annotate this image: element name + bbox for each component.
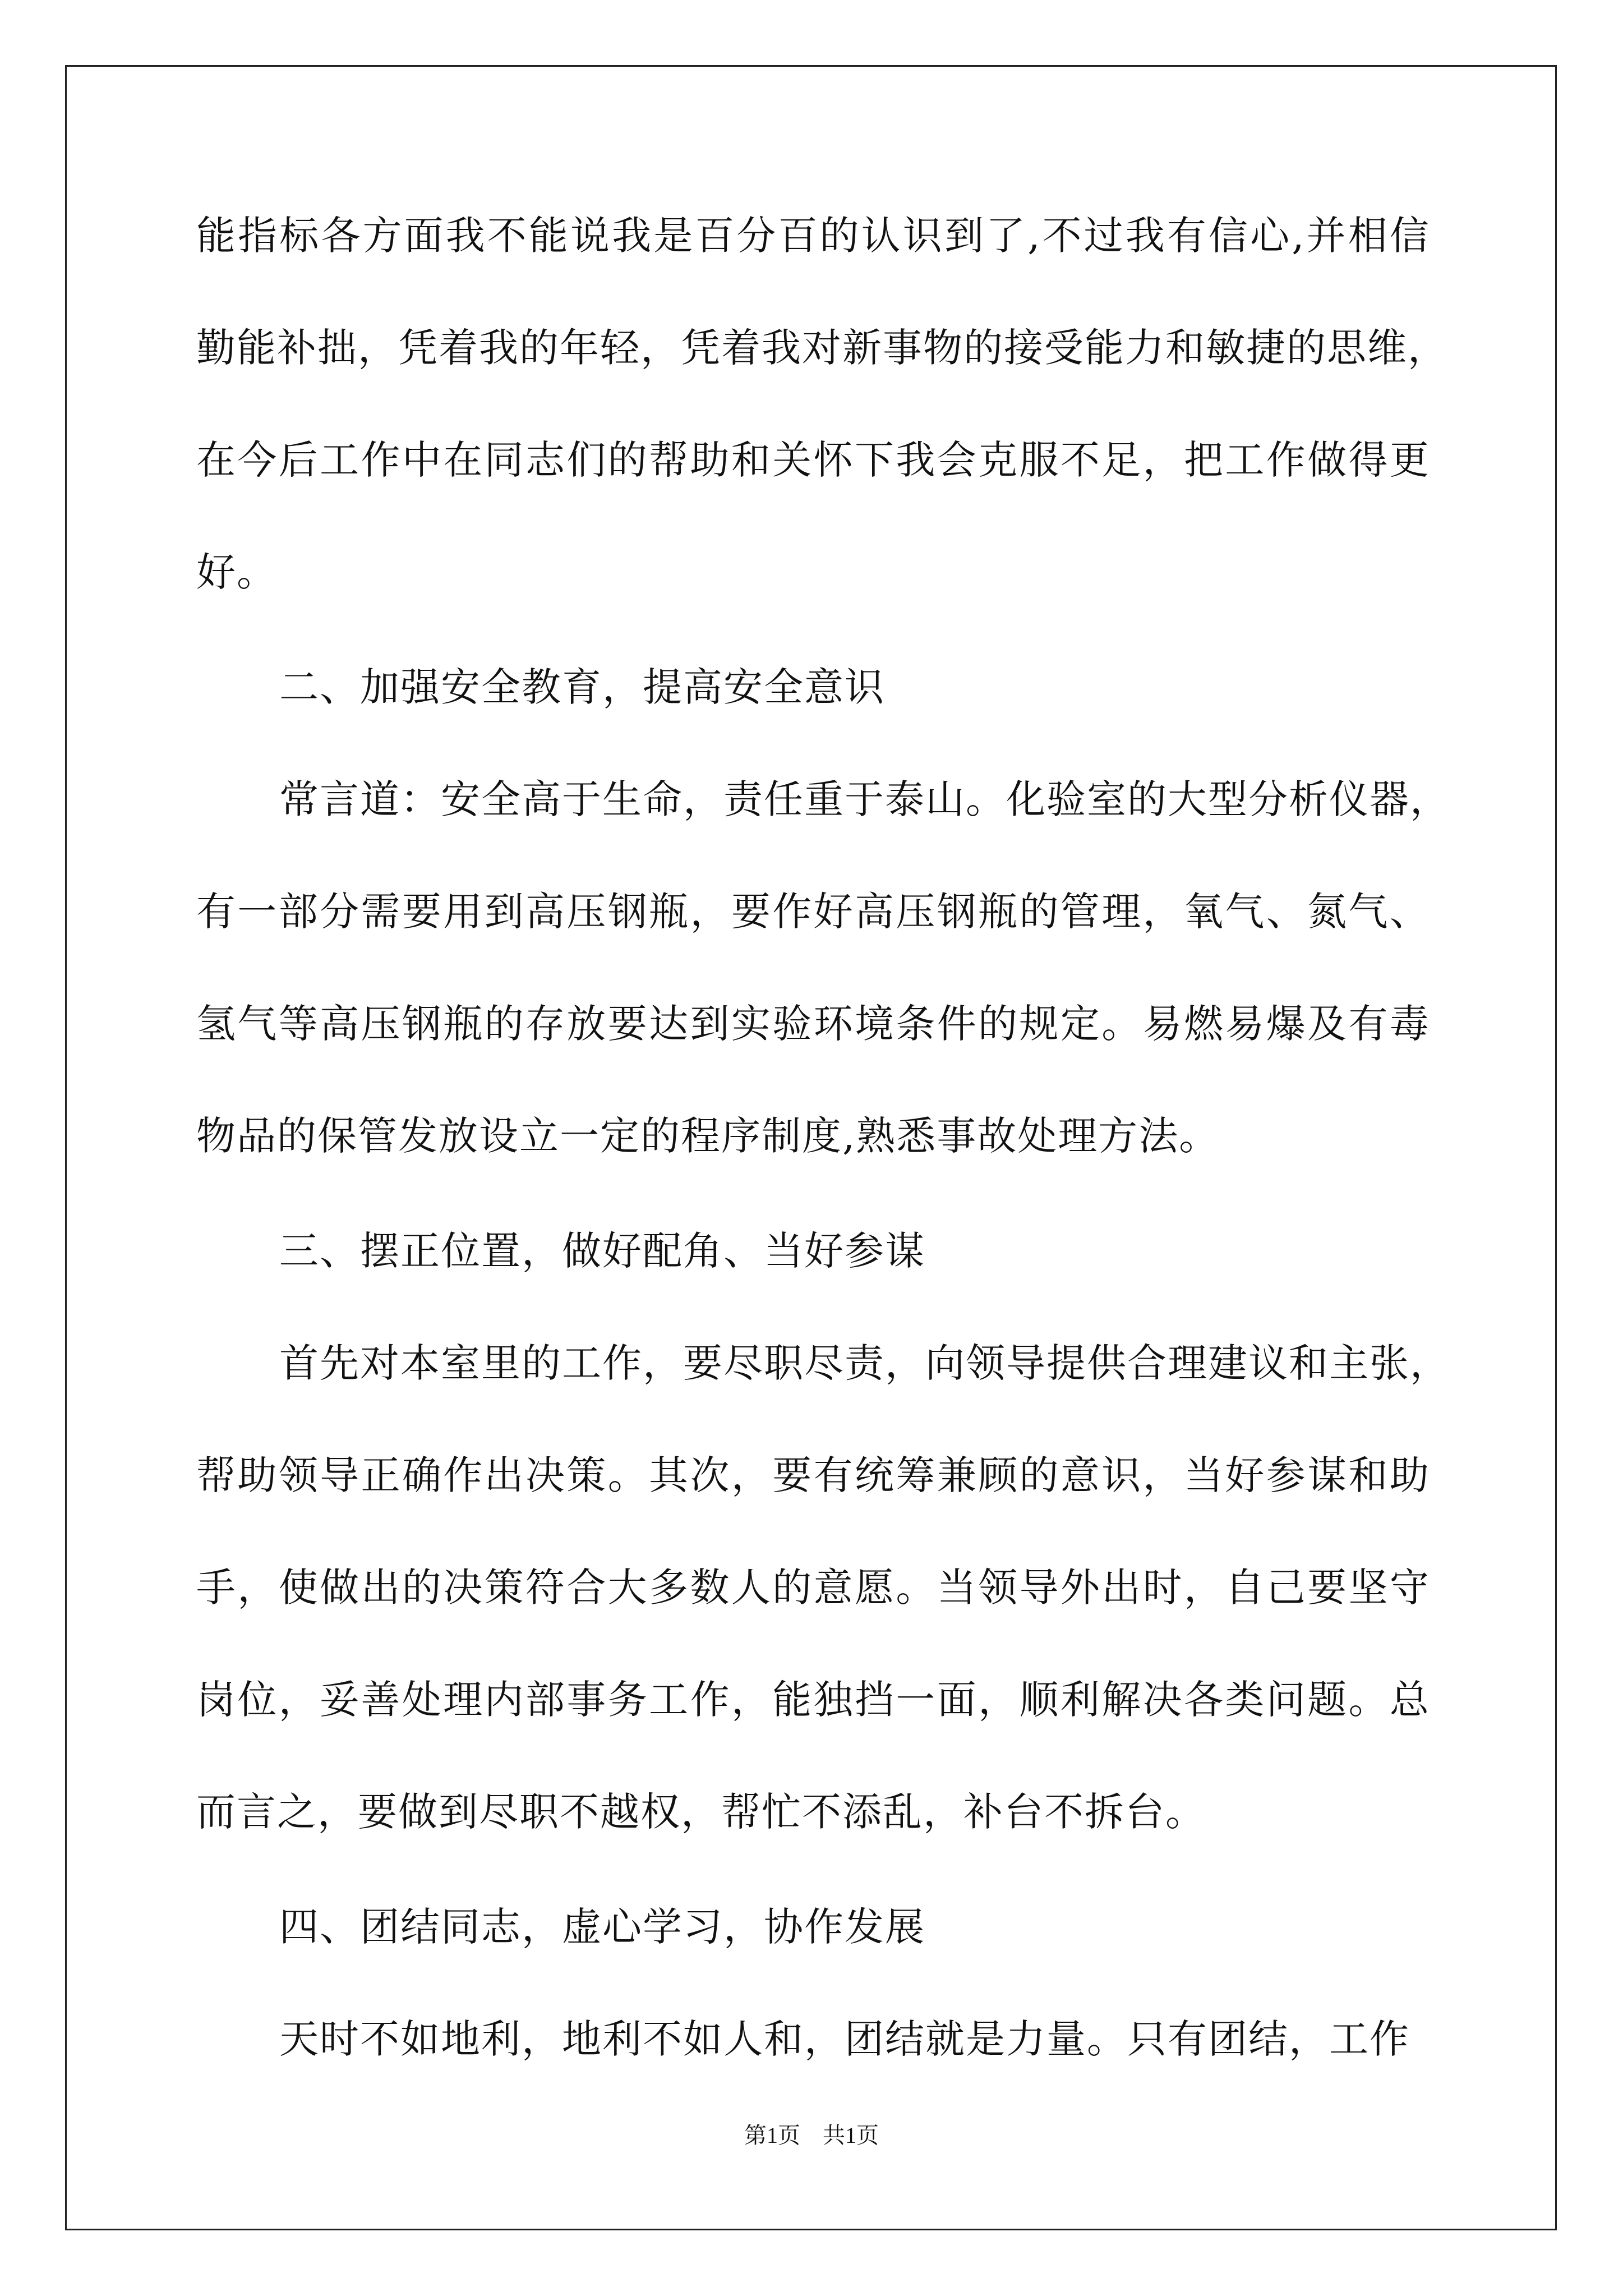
- section-heading: 四、团结同志，虚心学习，协作发展: [279, 1904, 925, 1950]
- text-line: 岗 位 ， 妥 善 处 理 内 部 事 务 工 作 ， 能 独 挡 一 面 ， 顺 利 解 决 各 类 问 题 。 总: [196, 1677, 1430, 1723]
- text-line: 有 一 部 分 需 要 用 到 高 压 钢 瓶 ， 要 作 好 高 压 钢 瓶 的 管 理 ， 氧 气 、 氮 气 、: [196, 889, 1430, 935]
- text-line: 在 今 后 工 作 中 在 同 志 们 的 帮 助 和 关 怀 下 我 会 克 服 不 足 ， 把 工 作 做 得 更: [196, 437, 1430, 483]
- text-line: 天时不如地利，地利不如人和，团结就是力量。只有团结，工作: [279, 2016, 1410, 2062]
- text-line: 能 指 标 各 方 面 我 不 能 说 我 是 百 分 百 的 认 识 到 了 , 不 过 我 有 信 心 , 并 相 信: [196, 213, 1430, 259]
- text-line: 氢 气 等 高 压 钢 瓶 的 存 放 要 达 到 实 验 环 境 条 件 的 规 定 。 易 燃 易 爆 及 有 毒: [196, 1001, 1430, 1047]
- text-line: 物品的保管发放设立一定的程序制度,熟悉事故处理方法。: [196, 1113, 1220, 1159]
- text-line: 而言之，要做到尽职不越权，帮忙不添乱，补台不拆台。: [196, 1789, 1206, 1835]
- text-line: 帮 助 领 导 正 确 作 出 决 策 。 其 次 ， 要 有 统 筹 兼 顾 的 意 识 ， 当 好 参 谋 和 助: [196, 1452, 1430, 1498]
- page-number: 第1页 共1页: [744, 2123, 879, 2148]
- text-line: 手 ， 使 做 出 的 决 策 符 合 大 多 数 人 的 意 愿 。 当 领 导 外 出 时 ， 自 己 要 坚 守: [196, 1565, 1430, 1611]
- text-line: 首先对本室里的工作，要尽职尽责，向领导提供合理建议和主张，: [279, 1340, 1450, 1386]
- section-heading: 三、摆正位置，做好配角、当好参谋: [279, 1228, 925, 1274]
- text-line: 勤 能 补 拙 ， 凭 着 我 的 年 轻 ， 凭 着 我 对 新 事 物 的 接 受 能 力 和 敏 捷 的 思 维 ，: [196, 325, 1448, 371]
- section-heading: 二、加强安全教育，提高安全意识: [279, 664, 885, 710]
- text-line: 常言道：安全高于生命，责任重于泰山。化验室的大型分析仪器，: [279, 776, 1450, 822]
- text-line: 好。: [196, 549, 277, 595]
